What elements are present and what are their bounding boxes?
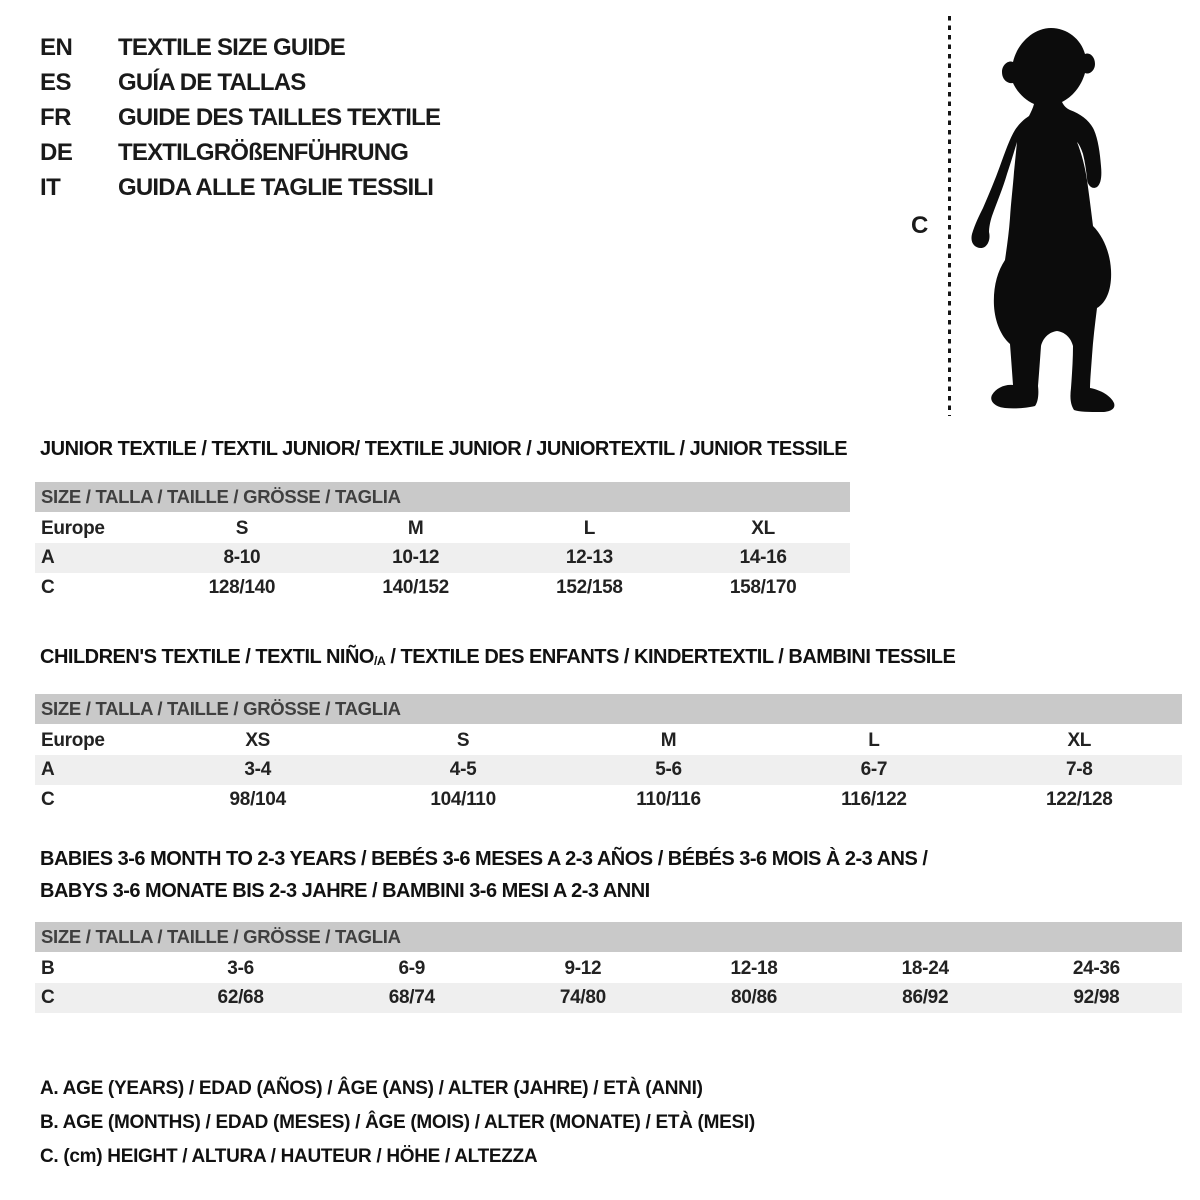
size-cell: 8-10 (155, 543, 329, 573)
row-label: A (35, 755, 155, 785)
children-title-text: / TEXTILE DES ENFANTS / KINDERTEXTIL / BAMBINI TESSILE (385, 646, 956, 668)
table-row (35, 983, 1182, 1013)
height-measure-figure (903, 0, 1165, 432)
legend-line-c: C. (cm) HEIGHT / ALTURA / HAUTEUR / HÖHE / ALTEZZA (40, 1146, 538, 1167)
size-cell: 24-36 (1072, 957, 1120, 979)
height-measure-label: C (911, 212, 929, 239)
size-cell: 140/152 (382, 577, 449, 598)
row-label: Europe (41, 517, 105, 539)
guide-title: GUIDE DES TAILLES TEXTILE (118, 104, 441, 131)
size-cell: 14-16 (676, 543, 850, 573)
size-cell: 6-9 (398, 957, 426, 979)
size-cell: 128/140 (208, 577, 276, 598)
size-cell: 116/122 (841, 789, 907, 811)
size-cell: 80/86 (668, 983, 839, 1013)
language-row (40, 65, 440, 100)
size-cell: XL (751, 517, 775, 539)
children-title-subscript: /A (373, 654, 386, 669)
size-cell: 92/98 (1011, 983, 1182, 1013)
row-label: C (41, 789, 55, 811)
language-row (40, 30, 440, 65)
guide-title: GUIDA ALLE TAGLIE TESSILI (118, 174, 434, 201)
children-size-table (35, 694, 1182, 815)
table-row (35, 953, 1182, 983)
size-cell: S (456, 729, 470, 751)
table-row (35, 543, 850, 573)
row-label: Europe (41, 729, 105, 751)
children-textile-section (35, 645, 1182, 815)
size-cell: 104/110 (430, 789, 496, 811)
size-header-row (35, 694, 1182, 725)
size-cell: 68/74 (326, 983, 497, 1013)
table-row (35, 755, 1182, 785)
row-label: B (41, 957, 55, 979)
language-code: DE (40, 139, 73, 166)
size-cell: M (407, 517, 424, 539)
size-cell: XS (245, 729, 271, 751)
size-cell: L (868, 729, 880, 751)
size-cell: 122/128 (1045, 789, 1113, 811)
language-title-list (40, 30, 440, 205)
table-row (35, 573, 850, 603)
size-cell: 18-24 (901, 957, 949, 979)
language-code: EN (40, 34, 73, 61)
junior-size-table (35, 482, 850, 603)
junior-textile-section (35, 437, 850, 603)
size-header: SIZE / TALLA / TAILLE / GRÖSSE / TAGLIA (35, 694, 1182, 725)
toddler-silhouette (966, 26, 1138, 418)
height-measure-dashed-line (948, 16, 951, 416)
guide-title: TEXTILE SIZE GUIDE (118, 34, 345, 61)
babies-title-line2: BABYS 3-6 MONATE BIS 2-3 JAHRE / BAMBINI 3-6 MESI A 2-3 ANNI (40, 880, 650, 902)
language-code: ES (40, 69, 72, 96)
size-cell: 4-5 (360, 755, 565, 785)
babies-section-title (40, 843, 1182, 907)
table-row (35, 785, 1182, 815)
size-cell: 86/92 (840, 983, 1011, 1013)
size-cell: 3-4 (155, 755, 360, 785)
size-cell: 6-7 (771, 755, 976, 785)
guide-title: TEXTILGRÖßENFÜHRUNG (118, 139, 409, 166)
size-cell: 12-18 (730, 957, 778, 979)
measure-legend (40, 1072, 755, 1174)
size-header-row (35, 482, 850, 513)
size-cell: 110/116 (636, 789, 701, 811)
size-cell: 3-6 (227, 957, 254, 979)
size-cell: 62/68 (155, 983, 326, 1013)
size-cell: 98/104 (229, 789, 286, 811)
legend-line-a: A. AGE (YEARS) / EDAD (AÑOS) / ÂGE (ANS) / ALTER (JAHRE) / ETÀ (ANNI) (40, 1078, 703, 1099)
row-label: A (35, 543, 155, 573)
legend-line-b: B. AGE (MONTHS) / EDAD (MESES) / ÂGE (MOIS) / ALTER (MONATE) / ETÀ (MESI) (40, 1112, 755, 1133)
size-cell: 10-12 (329, 543, 503, 573)
table-row (35, 725, 1182, 755)
size-cell: 12-13 (503, 543, 677, 573)
size-cell: 7-8 (977, 755, 1182, 785)
row-label: C (35, 983, 155, 1013)
language-row (40, 100, 440, 135)
size-cell: L (583, 517, 596, 539)
size-cell: M (660, 729, 677, 751)
language-row (40, 170, 440, 205)
babies-size-table (35, 922, 1182, 1013)
size-cell: 74/80 (497, 983, 668, 1013)
language-code: IT (40, 174, 61, 201)
babies-textile-section (35, 843, 1182, 1013)
size-cell: 152/158 (556, 577, 623, 598)
children-title-text: CHILDREN'S TEXTILE / TEXTIL NIÑO (40, 646, 374, 668)
language-code: FR (40, 104, 71, 131)
size-header: SIZE / TALLA / TAILLE / GRÖSSE / TAGLIA (35, 922, 1182, 953)
language-row (40, 135, 440, 170)
row-label: C (41, 577, 55, 598)
babies-title-line1: BABIES 3-6 MONTH TO 2-3 YEARS / BEBÉS 3-6 MESES A 2-3 AÑOS / BÉBÉS 3-6 MOIS À 2-3 ANS / (40, 848, 928, 870)
size-header: SIZE / TALLA / TAILLE / GRÖSSE / TAGLIA (35, 482, 850, 513)
table-row (35, 513, 850, 543)
children-section-title (40, 645, 1182, 674)
guide-title: GUÍA DE TALLAS (118, 69, 306, 96)
junior-section-title: JUNIOR TEXTILE / TEXTIL JUNIOR/ TEXTILE JUNIOR / JUNIORTEXTIL / JUNIOR TESSILE (40, 438, 848, 460)
size-cell: XL (1067, 729, 1092, 751)
size-cell: 5-6 (566, 755, 771, 785)
size-cell: 9-12 (564, 957, 602, 979)
size-cell: 158/170 (729, 577, 797, 598)
size-cell: S (235, 517, 249, 539)
size-header-row (35, 922, 1182, 953)
